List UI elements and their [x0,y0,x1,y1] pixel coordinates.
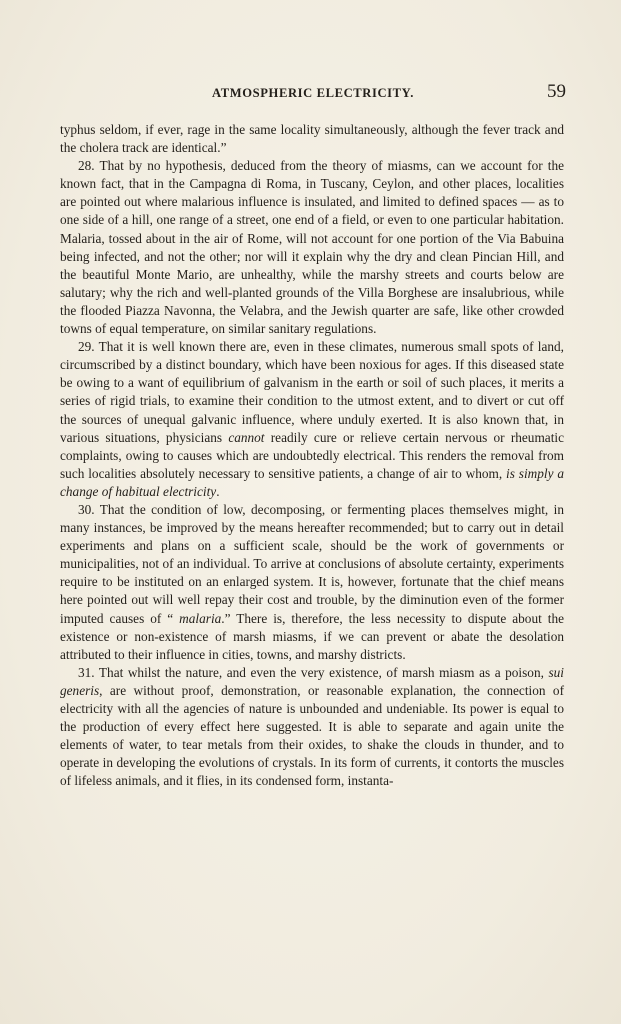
paragraph-text: 28. That by no hypothesis, deduced from the theory of miasms, can we account for the known fact, that in the Campagna di Roma, in Tuscany, Ceylon, and other places, localities are pointed out where malarious influence is insulated, and limited to defined spaces — as to one side of a hill, one range of a street, one end of a field, or even to one particular habitation. Malaria, tossed about in the air of Rome, will not account for one portion of the Via Babuina being infected, and not the other; nor will it explain why the dry and clean Pincian Hill, and the beautiful Monte Mario, are unhealthy, while the marshy streets and courts below are salutary; why the rich and well-planted grounds of the Villa Borghese are insalubrious, while the flooded Piazza Navonna, the Velabra, and the Jewish quarter are safe, like other crowded towns of equal temperature, on similar sanitary regulations. [60,158,564,337]
paragraph-text: 31. That whilst the nature, and even the very existence, of marsh miasm as a poison, [78,664,549,680]
body-text [60,121,564,790]
paragraph-30 [60,501,564,664]
italic-text: sui generis [60,664,564,698]
paragraph-text: 29. That it is well known there are, even in these climates, numerous small spots of land, circumscribed by a distinct boundary, which have been noxious for ages. If this diseased state be owing to a want of equilibrium of galvanism in the earth or soil of such places, it merits a series of rigid trials, to examine their condition to the utmost extent, and to divert or cut off the sources of unequal galvanic influence, where unduly exerted. It is also known that, in various situations, physicians [60,339,564,445]
running-title: ATMOSPHERIC ELECTRICITY. [212,86,414,100]
paragraph-continued [60,121,564,157]
paragraph-28 [60,157,564,338]
italic-text: is simply a change of habitual electricity [60,465,565,499]
paragraph-text: .” There is, therefore, the less necessity to dispute about the existence or non-existence of marsh miasms, if we can prevent or abate the desolation attributed to their influence in cities, towns, and marshy districts. [60,610,565,662]
italic-text: cannot [228,429,265,445]
paragraph-text: readily cure or relieve certain nervous or rheumatic complaints, owing to causes which are undoubtedly electrical. This renders the removal from such localities absolutely necessary to sensitive patients, a change of air to whom, [60,429,564,481]
paragraph-31 [60,664,564,791]
paragraph-text: . [216,483,220,499]
paragraph-text: typhus seldom, if ever, rage in the same locality simultaneously, although the fever track and the cholera track are identical.” [60,122,564,156]
paragraph-text: 30. That the condition of low, decomposing, or fermenting places themselves might, in many instances, be improved by the means hereafter recommended; but to carry out in detail experiments and plans on a sufficient scale, should be the work of governments or municipalities, not of an individual. To arrive at conclusions of absolute certainty, experiments require to be instituted on an enlarged system. It is, however, fortunate that the chief means here pointed out will well repay their cost and trouble, by the diminution even of the former imputed causes of “ [60,501,564,626]
running-head [60,81,566,106]
page-number: 59 [547,81,566,102]
italic-text: malaria [179,610,222,626]
paragraph-text: , are without proof, demonstration, or reasonable explanation, the connection of electricity with all the agencies of nature is unbounded and undeniable. Its power is equal to the production of every effect here suggested. It is able to separate and again unite the elements of water, to tear metals from their oxides, to shake the clouds in thunder, and to operate in developing the evolutions of crystals. In its form of currents, it contorts the muscles of lifeless animals, and it flies, in its condensed form, instanta- [60,682,564,789]
paragraph-29 [60,338,564,501]
